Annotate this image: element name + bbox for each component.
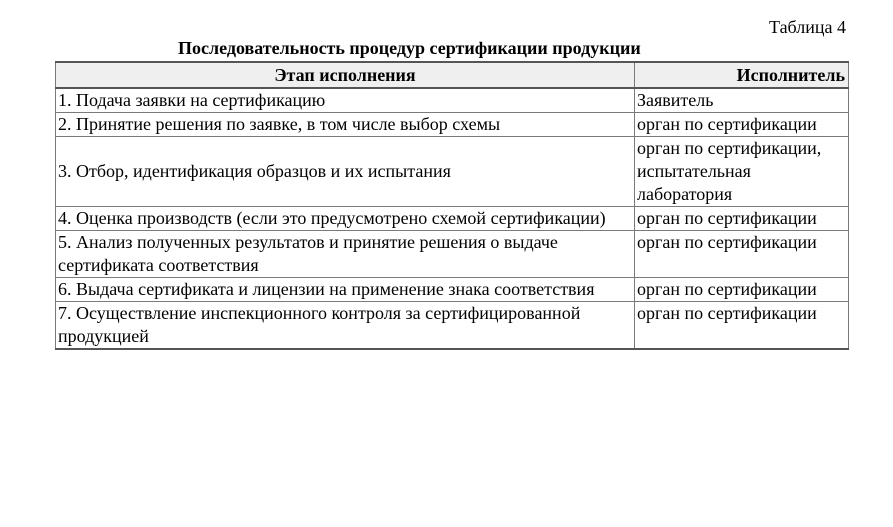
step-cell: 4. Оценка производств (если это предусмотрено схемой сертификации) [56,207,635,231]
performer-cell: орган по сертификации [635,278,849,302]
table-row [56,113,849,137]
table-number: Таблица 4 [769,17,846,37]
table-row [56,302,849,350]
table-row [56,278,849,302]
header-step: Этап исполнения [56,62,635,88]
performer-cell: орган по сертификации [635,207,849,231]
performer-cell: орган по сертификации [635,231,849,278]
table-row [56,137,849,207]
performer-cell: орган по сертификации, испытательная лаборатория [635,137,849,207]
step-cell: 1. Подача заявки на сертификацию [56,88,635,113]
header-row [56,62,849,88]
certification-procedure-table [55,61,849,350]
table-caption: Последовательность процедур сертификации продукции [178,38,641,58]
header-performer: Исполнитель [635,62,849,88]
table-row [56,207,849,231]
performer-cell: орган по сертификации [635,113,849,137]
step-cell: 2. Принятие решения по заявке, в том числе выбор схемы [56,113,635,137]
step-cell: 6. Выдача сертификата и лицензии на применение знака соответствия [56,278,635,302]
table-row [56,231,849,278]
step-cell: 5. Анализ полученных результатов и принятие решения о выдаче сертификата соответствия [56,231,635,278]
performer-cell: Заявитель [635,88,849,113]
step-cell: 3. Отбор, идентификация образцов и их испытания [56,137,635,207]
step-cell: 7. Осуществление инспекционного контроля за сертифицированной продукцией [56,302,635,350]
performer-cell: орган по сертификации [635,302,849,350]
table-row [56,88,849,113]
